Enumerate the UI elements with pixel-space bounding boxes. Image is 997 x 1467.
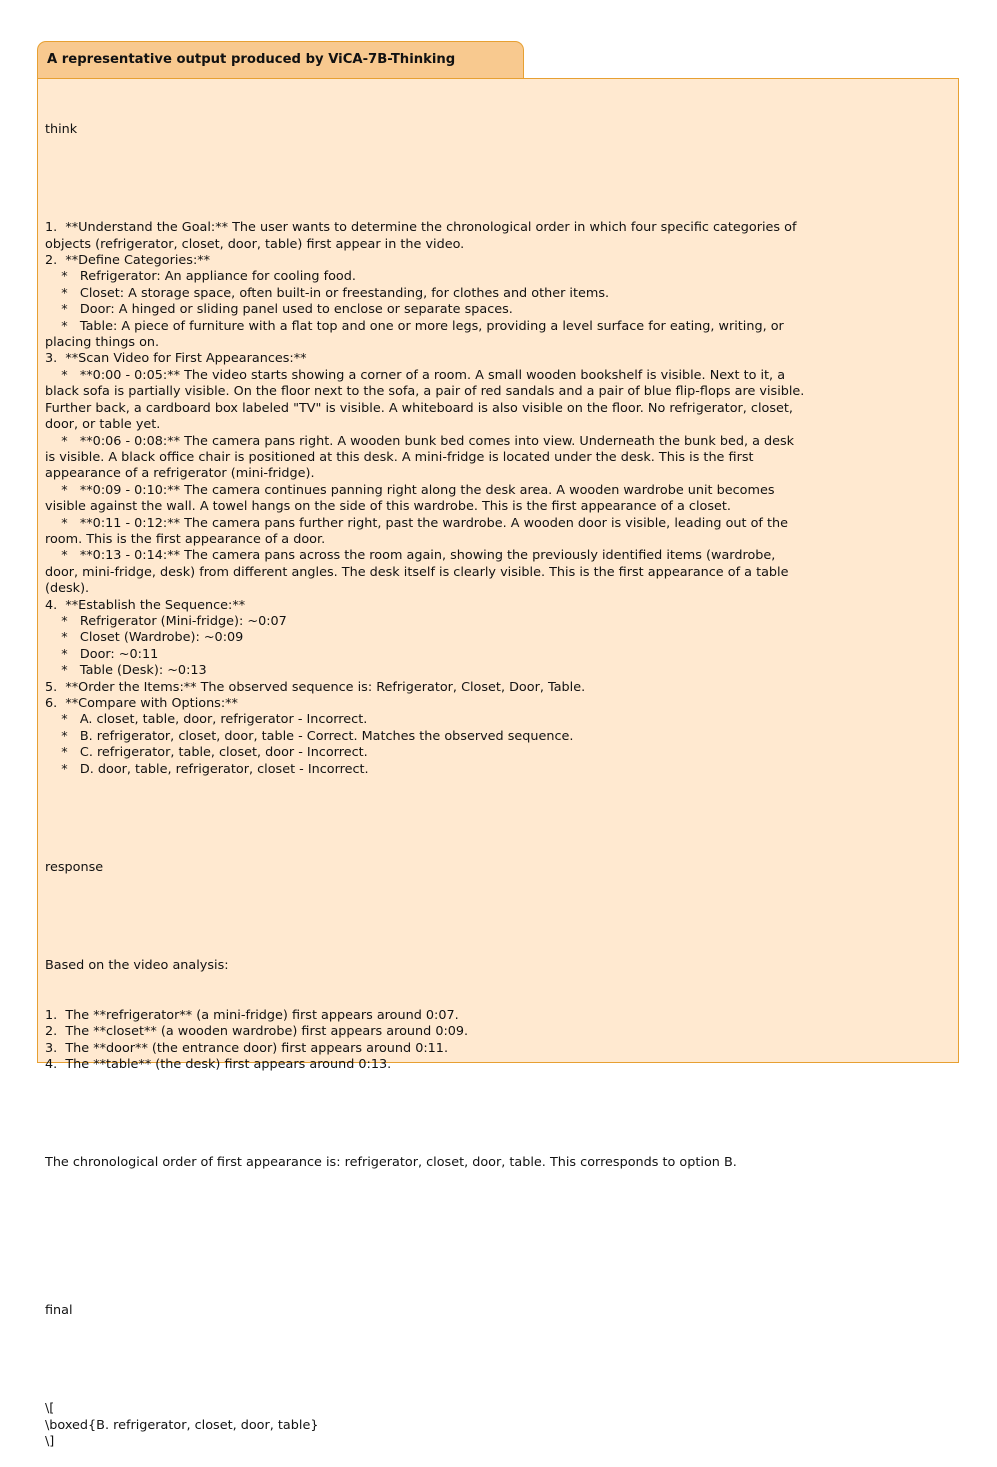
think-section	[45, 220, 955, 778]
think-line: 2. **Define Categories:**	[45, 253, 211, 269]
think-line: * **0:09 - 0:10:** The camera continues panning right along the desk area. A wooden wardrobe unit becomes	[45, 482, 775, 498]
think-line: 5. **Order the Items:** The observed sequence is: Refrigerator, Closet, Door, Table.	[45, 679, 586, 695]
think-line: Further back, a cardboard box labeled "TV" is visible. A whiteboard is also visible on the floor. No refrigerator, closet,	[45, 400, 793, 416]
final-label: final	[45, 1302, 73, 1318]
final-line: \]	[45, 1434, 55, 1450]
think-line: * A. closet, table, door, refrigerator - Incorrect.	[45, 712, 368, 728]
response-line: 4. The **table** (the desk) first appears around 0:13.	[45, 1056, 392, 1072]
think-line: door, or table yet.	[45, 417, 161, 433]
think-line: placing things on.	[45, 335, 160, 351]
think-line: * **0:00 - 0:05:** The video starts showing a corner of a room. A small wooden bookshelf is visible. Next to it, a	[45, 367, 786, 383]
title-tab	[37, 41, 524, 79]
think-line: * Table (Desk): ~0:13	[45, 663, 207, 679]
output-content	[45, 89, 955, 1467]
final-section	[45, 1401, 955, 1450]
think-line: * Table: A piece of furniture with a flat top and one or more legs, providing a level surface for eating, writing, or	[45, 318, 784, 334]
think-line: black sofa is partially visible. On the floor next to the sofa, a pair of red sandals and a pair of blue flip-flops are visible.	[45, 384, 805, 400]
think-label: think	[45, 121, 78, 137]
think-line: (desk).	[45, 581, 90, 597]
think-line: 1. **Understand the Goal:** The user wants to determine the chronological order in which four specific categories of	[45, 220, 797, 236]
think-line: 6. **Compare with Options:**	[45, 696, 238, 712]
think-line: visible against the wall. A towel hangs on the side of this wardrobe. This is the first appearance of a closet.	[45, 499, 731, 515]
think-line: * **0:06 - 0:08:** The camera pans right. A wooden bunk bed comes into view. Underneath the bunk bed, a desk	[45, 433, 795, 449]
response-line: 3. The **door** (the entrance door) first appears around 0:11.	[45, 1040, 449, 1056]
think-line: 4. **Establish the Sequence:**	[45, 597, 246, 613]
title-text: A representative output produced by ViCA-7B-Thinking	[47, 52, 456, 67]
think-line: * Door: ~0:11	[45, 646, 159, 662]
think-line: room. This is the first appearance of a door.	[45, 531, 326, 547]
think-line: * Refrigerator (Mini-fridge): ~0:07	[45, 613, 287, 629]
think-line: objects (refrigerator, closet, door, table) first appear in the video.	[45, 236, 465, 252]
think-line: * D. door, table, refrigerator, closet - Incorrect.	[45, 761, 369, 777]
think-line: * Refrigerator: An appliance for cooling food.	[45, 269, 356, 285]
think-line: 3. **Scan Video for First Appearances:**	[45, 351, 307, 367]
think-line: * B. refrigerator, closet, door, table - Correct. Matches the observed sequence.	[45, 728, 574, 744]
response-intro: Based on the video analysis:	[45, 958, 229, 974]
final-line: \boxed{B. refrigerator, closet, door, table}	[45, 1417, 319, 1433]
response-label: response	[45, 860, 104, 876]
think-line: * C. refrigerator, table, closet, door - Incorrect.	[45, 745, 368, 761]
think-line: appearance of a refrigerator (mini-fridge).	[45, 466, 315, 482]
response-section	[45, 1008, 955, 1074]
final-line: \[	[45, 1401, 55, 1417]
think-line: * Closet (Wardrobe): ~0:09	[45, 630, 244, 646]
response-conclusion: The chronological order of first appearance is: refrigerator, closet, door, table. This corresponds to option B.	[45, 1155, 737, 1171]
think-line: door, mini-fridge, desk) from different angles. The desk itself is clearly visible. This is the first appearance of a table	[45, 564, 789, 580]
think-line: is visible. A black office chair is positioned at this desk. A mini-fridge is located under the desk. This is the first	[45, 449, 754, 465]
think-line: * **0:11 - 0:12:** The camera pans further right, past the wardrobe. A wooden door is visible, leading out of the	[45, 515, 788, 531]
response-line: 2. The **closet** (a wooden wardrobe) first appears around 0:09.	[45, 1024, 469, 1040]
response-line: 1. The **refrigerator** (a mini-fridge) first appears around 0:07.	[45, 1007, 459, 1023]
think-line: * Closet: A storage space, often built-in or freestanding, for clothes and other items.	[45, 285, 610, 301]
think-line: * Door: A hinged or sliding panel used to enclose or separate spaces.	[45, 302, 513, 318]
think-line: * **0:13 - 0:14:** The camera pans across the room again, showing the previously identified items (wardrobe,	[45, 548, 776, 564]
